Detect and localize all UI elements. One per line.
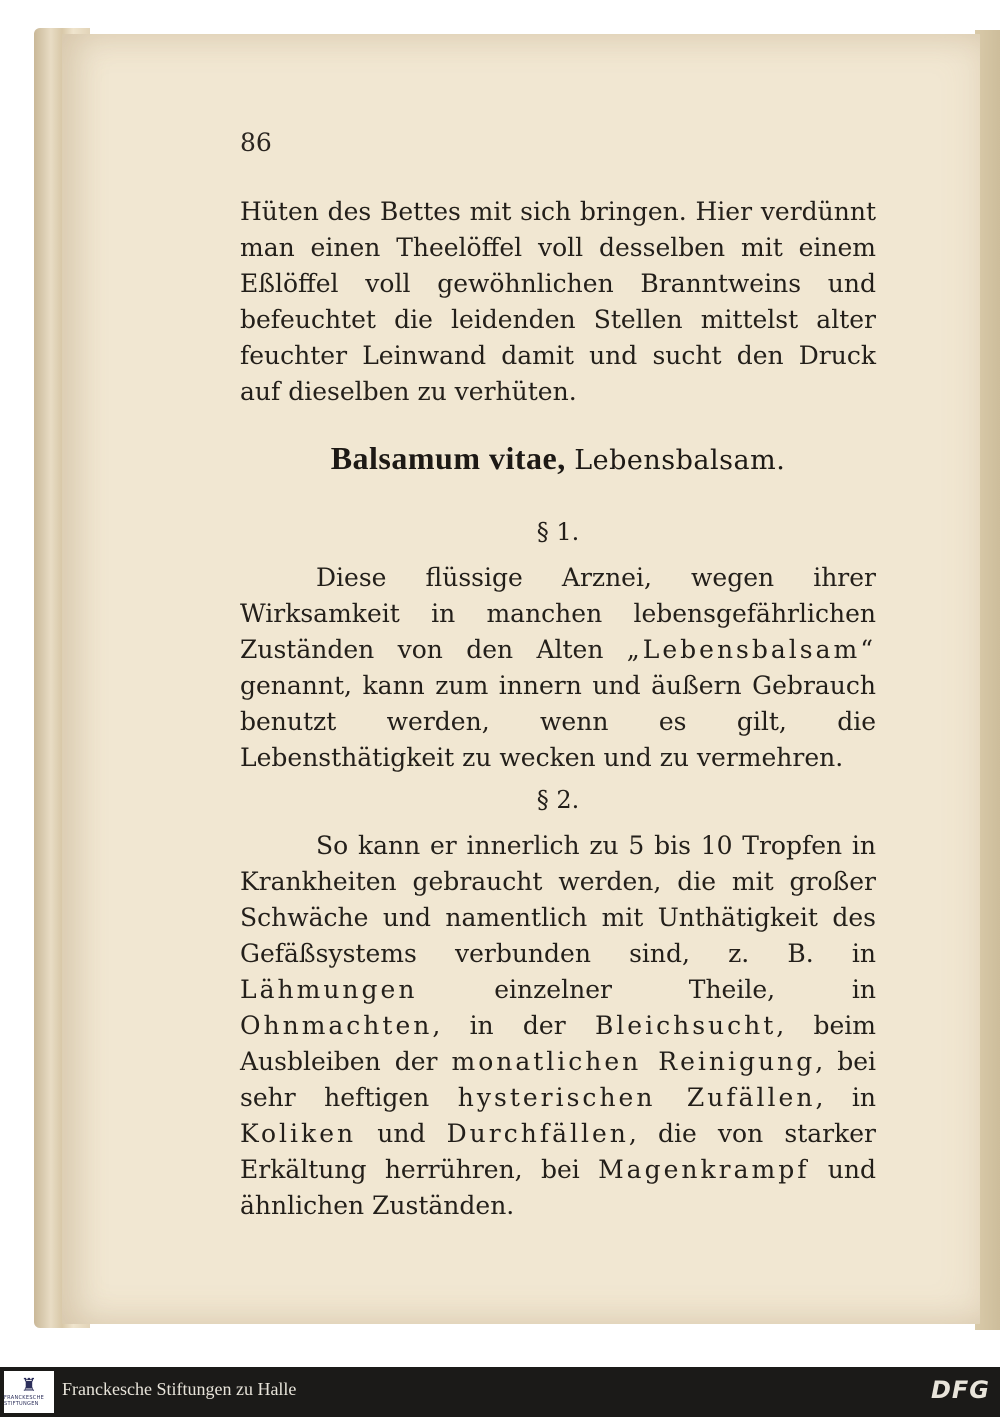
s1-term-lebensbalsam: „Lebensbalsam“ [626,635,876,664]
s2-text-q: und ähnlichen Zuständen. [240,1155,876,1220]
s2-text-g: , beim Ausbleiben der [240,1011,876,1076]
s2-term-laehmungen: Lähmungen [240,975,418,1004]
section-1-label: § 1. [536,518,580,546]
s2-text-a: So kann er innerlich zu 5 bis 10 Tropfen in Krankheiten gebraucht werden, die mit großer Schwäche und namentlich mit Unthätigkeit des Gefäßsystems verbunden sind, z. B. in [240,831,876,968]
s2-term-reinigung: monatlichen Reinigung [451,1047,816,1076]
page-number: 86 [240,128,272,157]
section-2-label: § 2. [536,786,580,814]
section-heading [240,440,876,477]
heading-german: Lebensbalsam. [574,445,786,476]
paragraph-continued: Hüten des Bettes mit sich bringen. Hier verdünnt man einen Theelöffel voll desselben mit einem Eßlöffel voll gewöhnlichen Branntweins und befeuchtet die leidenden Stellen mittelst alter feuchter Leinwand damit und sucht den Druck auf dieselben zu verhüten. [240,197,876,406]
s2-term-magenkrampf: Magenkrampf [598,1155,810,1184]
s2-text-e: , in der [432,1011,595,1040]
heading-latin: Balsamum vitae, [330,440,566,476]
s2-text-i: , bei sehr heftigen [240,1047,876,1112]
s2-text-c: einzelner Theile, in [417,975,876,1004]
section-1-paragraph [240,560,876,776]
section-2-paragraph [240,828,876,1224]
institution-logo[interactable] [4,1371,54,1413]
s2-text-m: und [356,1119,447,1148]
s2-term-koliken: Koliken [240,1119,357,1148]
s2-text-k: , in [815,1083,876,1112]
footer-bar [0,1367,1000,1417]
logo-text: FRANCKESCHE STIFTUNGEN [4,1395,45,1407]
s2-text-o: , die von starker Erkältung herrühren, bei [240,1119,876,1184]
s1-text-c: genannt, kann zum innern und äußern Gebrauch benutzt werden, wenn es gilt, die Lebensthätigkeit zu wecken und zu vermehren. [240,671,876,772]
s2-term-bleichsucht: Bleichsucht [594,1011,777,1040]
dfg-logo[interactable]: DFG [930,1376,990,1404]
institution-name[interactable]: Franckesche Stiftungen zu Halle [62,1379,297,1399]
s2-term-ohnmachten: Ohnmachten [240,1011,433,1040]
s1-text-a: Diese flüssige Arznei, wegen ihrer Wirksamkeit in manchen lebensgefährlichen Zuständen von den Alten [240,563,876,664]
s2-term-durchfaelle: Durchfällen [446,1119,629,1148]
eagle-icon: ♜ [20,1375,38,1396]
s2-term-zufaelle: hysterischen Zufällen [457,1083,816,1112]
